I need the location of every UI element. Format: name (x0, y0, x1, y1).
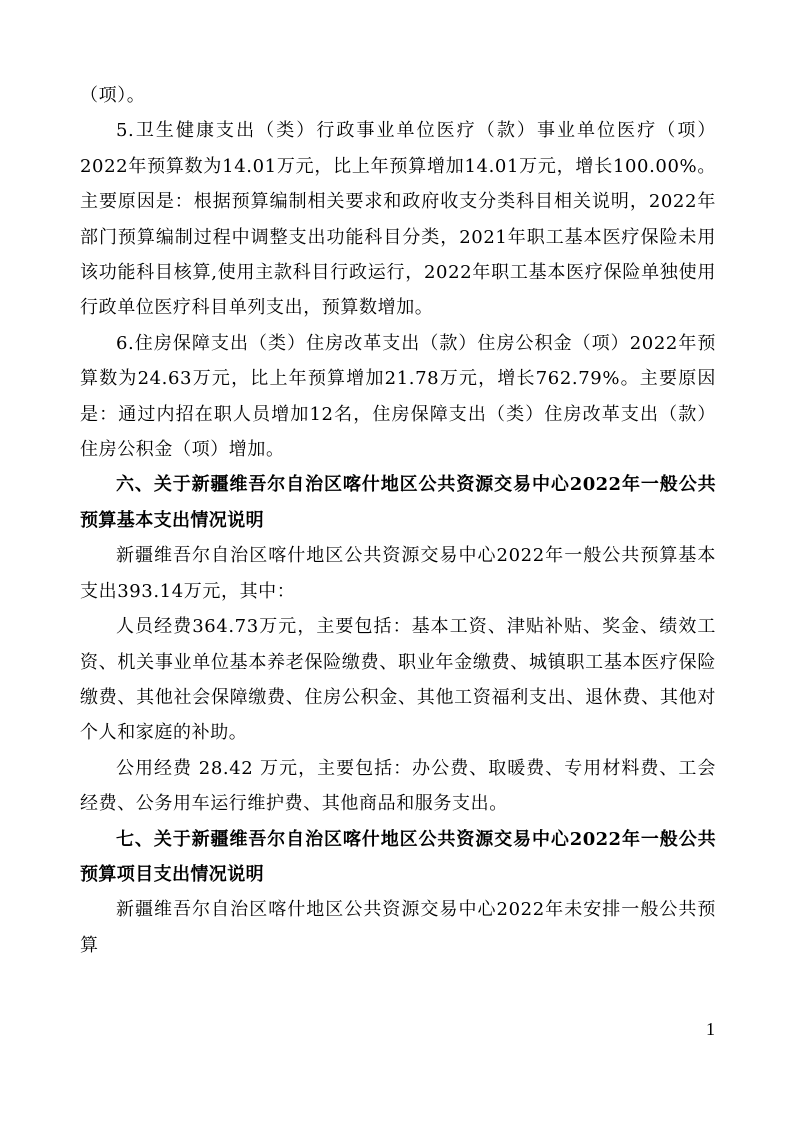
paragraph-housing-expenditure: 6.住房保障支出（类）住房改革支出（款）住房公积金（项）2022年预算数为24.63万元，比上年预算增加21.78万元，增长762.79%。主要原因是：通过内招在职人员增加12名，住房保障支出（类）住房改革支出（款）住房公积金（项）增加。 (80, 332, 716, 461)
page-number: 1 (706, 1019, 715, 1039)
paragraph-project-expenditure: 新疆维吾尔自治区喀什地区公共资源交易中心2022年未安排一般公共预算 (80, 899, 716, 956)
section-heading-basic-expenditure: 六、关于新疆维吾尔自治区喀什地区公共资源交易中心2022年一般公共预算基本支出情况说明 (80, 474, 716, 531)
paragraph-public-expenses: 公用经费 28.42 万元，主要包括：办公费、取暖费、专用材料费、工会经费、公务用车运行维护费、其他商品和服务支出。 (80, 757, 716, 815)
paragraph-health-expenditure: 5.卫生健康支出（类）行政事业单位医疗（款）事业单位医疗（项）2022年预算数为14.01万元，比上年预算增加14.01万元，增长100.00%。主要原因是：根据预算编制相关要求和政府收支分类科目相关说明，2022年部门预算编制过程中调整支出功能科目分类，2021年职工基本医疗保险未用该功能科目核算,使用主款科目行政运行，2022年职工基本医疗保险单独使用行政单位医疗科目单列支出，预算数增加。 (80, 120, 716, 319)
paragraph-personnel-expenses: 人员经费364.73万元，主要包括：基本工资、津贴补贴、奖金、绩效工资、机关事业单位基本养老保险缴费、职业年金缴费、城镇职工基本医疗保险缴费、其他社会保障缴费、住房公积金、其他工资福利支出、退休费、其他对个人和家庭的补助。 (80, 616, 716, 744)
section-heading-project-expenditure: 七、关于新疆维吾尔自治区喀什地区公共资源交易中心2022年一般公共预算项目支出情况说明 (80, 828, 716, 885)
paragraph-basic-expenditure-total: 新疆维吾尔自治区喀什地区公共资源交易中心2022年一般公共预算基本支出393.14万元，其中： (80, 545, 716, 602)
paragraph-continuation: （项）。 (80, 85, 146, 106)
document-page (80, 78, 716, 963)
